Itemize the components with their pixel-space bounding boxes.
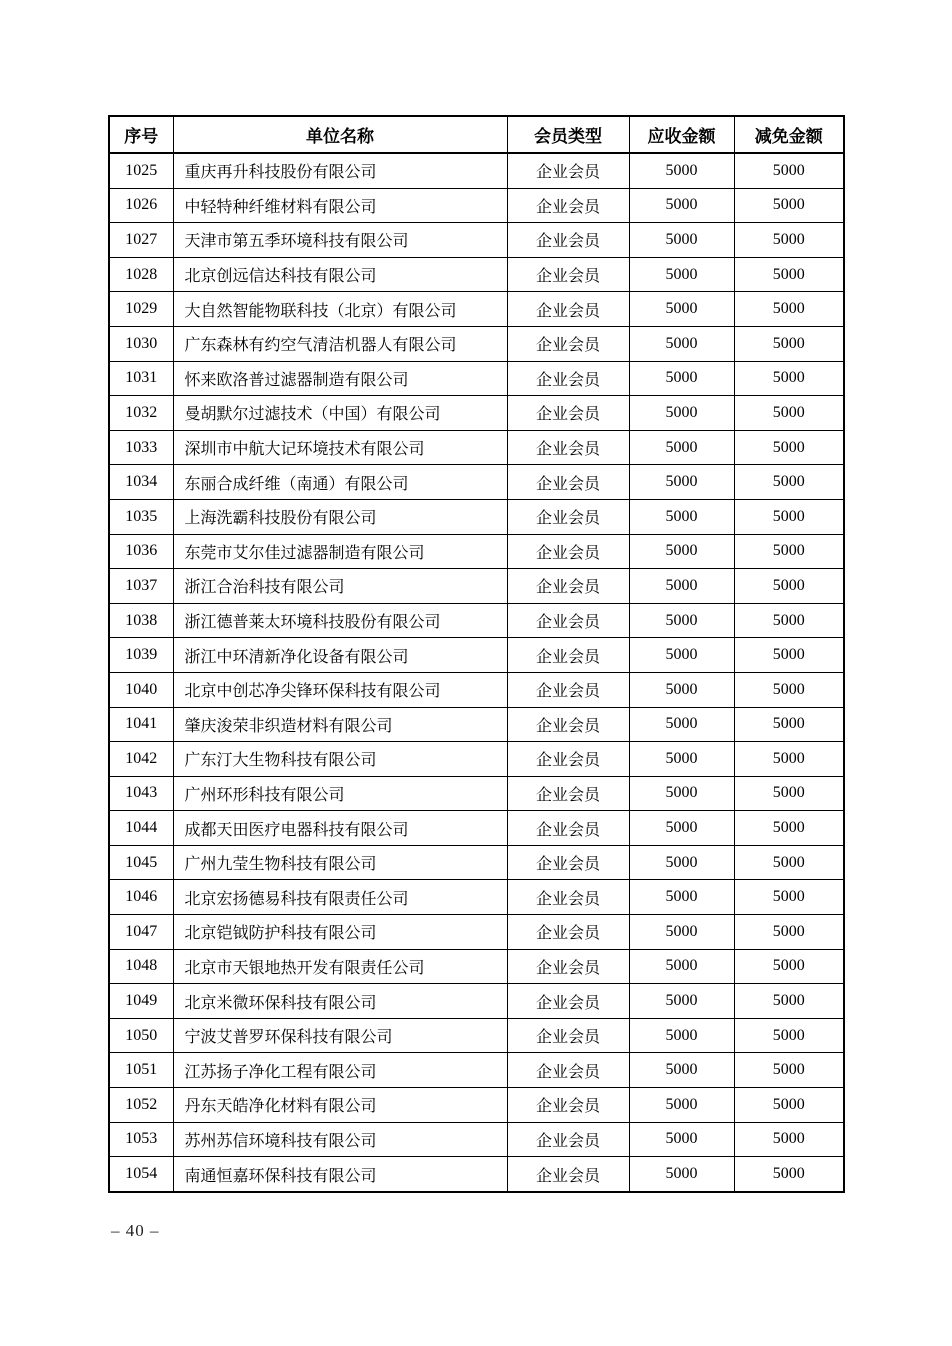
row-receivable-amount: 5000: [629, 707, 734, 742]
row-receivable-amount: 5000: [629, 223, 734, 258]
table-row: [109, 638, 844, 673]
row-reduction-amount: 5000: [734, 1122, 844, 1157]
row-reduction-amount: 5000: [734, 153, 844, 188]
header-receivable-amount: 应收金额: [629, 116, 734, 153]
row-serial-number: 1038: [109, 603, 173, 638]
row-company-name: 成都天田医疗电器科技有限公司: [173, 811, 507, 846]
page-number: – 40 –: [111, 1221, 160, 1240]
row-member-type: 企业会员: [507, 188, 629, 223]
row-member-type: 企业会员: [507, 499, 629, 534]
row-member-type: 企业会员: [507, 672, 629, 707]
row-serial-number: 1051: [109, 1053, 173, 1088]
table-row: [109, 257, 844, 292]
row-serial-number: 1041: [109, 707, 173, 742]
row-reduction-amount: 5000: [734, 569, 844, 604]
row-company-name: 浙江合治科技有限公司: [173, 569, 507, 604]
table-row: [109, 707, 844, 742]
row-serial-number: 1026: [109, 188, 173, 223]
table-body: [109, 153, 844, 1192]
row-member-type: 企业会员: [507, 603, 629, 638]
row-member-type: 企业会员: [507, 1088, 629, 1123]
row-company-name: 北京中创芯净尖锋环保科技有限公司: [173, 672, 507, 707]
row-serial-number: 1035: [109, 499, 173, 534]
row-serial-number: 1053: [109, 1122, 173, 1157]
row-reduction-amount: 5000: [734, 499, 844, 534]
row-serial-number: 1039: [109, 638, 173, 673]
row-reduction-amount: 5000: [734, 396, 844, 431]
row-company-name: 怀来欧洛普过滤器制造有限公司: [173, 361, 507, 396]
row-serial-number: 1030: [109, 326, 173, 361]
row-serial-number: 1033: [109, 430, 173, 465]
row-company-name: 广州九莹生物科技有限公司: [173, 845, 507, 880]
row-company-name: 东丽合成纤维（南通）有限公司: [173, 465, 507, 500]
row-company-name: 曼胡默尔过滤技术（中国）有限公司: [173, 396, 507, 431]
row-receivable-amount: 5000: [629, 326, 734, 361]
row-serial-number: 1043: [109, 776, 173, 811]
row-reduction-amount: 5000: [734, 534, 844, 569]
row-reduction-amount: 5000: [734, 880, 844, 915]
row-member-type: 企业会员: [507, 707, 629, 742]
row-serial-number: 1036: [109, 534, 173, 569]
row-member-type: 企业会员: [507, 1053, 629, 1088]
row-company-name: 北京宏扬德易科技有限责任公司: [173, 880, 507, 915]
row-reduction-amount: 5000: [734, 1157, 844, 1192]
row-receivable-amount: 5000: [629, 465, 734, 500]
row-serial-number: 1048: [109, 949, 173, 984]
row-reduction-amount: 5000: [734, 742, 844, 777]
row-company-name: 广东汀大生物科技有限公司: [173, 742, 507, 777]
row-receivable-amount: 5000: [629, 672, 734, 707]
row-receivable-amount: 5000: [629, 1018, 734, 1053]
table-row: [109, 1053, 844, 1088]
table-row: [109, 915, 844, 950]
row-receivable-amount: 5000: [629, 257, 734, 292]
row-reduction-amount: 5000: [734, 915, 844, 950]
header-reduction-amount: 减免金额: [734, 116, 844, 153]
row-member-type: 企业会员: [507, 430, 629, 465]
row-reduction-amount: 5000: [734, 1053, 844, 1088]
table-row: [109, 465, 844, 500]
row-member-type: 企业会员: [507, 949, 629, 984]
row-reduction-amount: 5000: [734, 188, 844, 223]
row-serial-number: 1040: [109, 672, 173, 707]
row-receivable-amount: 5000: [629, 1088, 734, 1123]
header-member-type: 会员类型: [507, 116, 629, 153]
row-reduction-amount: 5000: [734, 326, 844, 361]
table-header: [109, 116, 844, 153]
row-member-type: 企业会员: [507, 292, 629, 327]
table-row: [109, 430, 844, 465]
row-member-type: 企业会员: [507, 1157, 629, 1192]
row-company-name: 北京铠钺防护科技有限公司: [173, 915, 507, 950]
row-reduction-amount: 5000: [734, 845, 844, 880]
row-company-name: 重庆再升科技股份有限公司: [173, 153, 507, 188]
table-row: [109, 776, 844, 811]
table-row: [109, 223, 844, 258]
row-reduction-amount: 5000: [734, 292, 844, 327]
row-reduction-amount: 5000: [734, 984, 844, 1019]
row-member-type: 企业会员: [507, 534, 629, 569]
row-member-type: 企业会员: [507, 1122, 629, 1157]
row-company-name: 北京创远信达科技有限公司: [173, 257, 507, 292]
row-company-name: 浙江德普莱太环境科技股份有限公司: [173, 603, 507, 638]
row-company-name: 江苏扬子净化工程有限公司: [173, 1053, 507, 1088]
table-row: [109, 949, 844, 984]
row-reduction-amount: 5000: [734, 603, 844, 638]
row-receivable-amount: 5000: [629, 811, 734, 846]
row-reduction-amount: 5000: [734, 223, 844, 258]
row-member-type: 企业会员: [507, 742, 629, 777]
row-receivable-amount: 5000: [629, 603, 734, 638]
row-reduction-amount: 5000: [734, 465, 844, 500]
row-company-name: 天津市第五季环境科技有限公司: [173, 223, 507, 258]
table-row: [109, 361, 844, 396]
membership-fee-table: [108, 115, 845, 1193]
row-serial-number: 1045: [109, 845, 173, 880]
row-receivable-amount: 5000: [629, 430, 734, 465]
row-company-name: 深圳市中航大记环境技术有限公司: [173, 430, 507, 465]
row-member-type: 企业会员: [507, 223, 629, 258]
header-company-name: 单位名称: [173, 116, 507, 153]
row-serial-number: 1050: [109, 1018, 173, 1053]
row-member-type: 企业会员: [507, 915, 629, 950]
row-reduction-amount: 5000: [734, 361, 844, 396]
row-serial-number: 1034: [109, 465, 173, 500]
table-row: [109, 326, 844, 361]
row-receivable-amount: 5000: [629, 915, 734, 950]
row-member-type: 企业会员: [507, 361, 629, 396]
table-row: [109, 1122, 844, 1157]
table-row: [109, 742, 844, 777]
row-receivable-amount: 5000: [629, 638, 734, 673]
row-receivable-amount: 5000: [629, 845, 734, 880]
row-reduction-amount: 5000: [734, 672, 844, 707]
row-receivable-amount: 5000: [629, 949, 734, 984]
row-member-type: 企业会员: [507, 153, 629, 188]
row-receivable-amount: 5000: [629, 534, 734, 569]
table-header-row: [109, 116, 844, 153]
row-serial-number: 1046: [109, 880, 173, 915]
table-row: [109, 534, 844, 569]
row-reduction-amount: 5000: [734, 430, 844, 465]
row-serial-number: 1052: [109, 1088, 173, 1123]
row-member-type: 企业会员: [507, 465, 629, 500]
table-row: [109, 845, 844, 880]
row-company-name: 中轻特种纤维材料有限公司: [173, 188, 507, 223]
row-receivable-amount: 5000: [629, 361, 734, 396]
row-receivable-amount: 5000: [629, 776, 734, 811]
row-receivable-amount: 5000: [629, 984, 734, 1019]
row-member-type: 企业会员: [507, 845, 629, 880]
row-company-name: 广州环形科技有限公司: [173, 776, 507, 811]
row-company-name: 丹东天皓净化材料有限公司: [173, 1088, 507, 1123]
row-company-name: 大自然智能物联科技（北京）有限公司: [173, 292, 507, 327]
row-company-name: 北京米微环保科技有限公司: [173, 984, 507, 1019]
row-reduction-amount: 5000: [734, 776, 844, 811]
table-row: [109, 153, 844, 188]
row-receivable-amount: 5000: [629, 880, 734, 915]
table-row: [109, 188, 844, 223]
row-company-name: 肇庆浚荣非织造材料有限公司: [173, 707, 507, 742]
header-serial-number: 序号: [109, 116, 173, 153]
row-member-type: 企业会员: [507, 776, 629, 811]
row-company-name: 上海洗霸科技股份有限公司: [173, 499, 507, 534]
row-reduction-amount: 5000: [734, 949, 844, 984]
row-serial-number: 1028: [109, 257, 173, 292]
row-reduction-amount: 5000: [734, 811, 844, 846]
row-company-name: 宁波艾普罗环保科技有限公司: [173, 1018, 507, 1053]
row-company-name: 浙江中环清新净化设备有限公司: [173, 638, 507, 673]
table-row: [109, 292, 844, 327]
row-receivable-amount: 5000: [629, 153, 734, 188]
row-receivable-amount: 5000: [629, 396, 734, 431]
row-serial-number: 1042: [109, 742, 173, 777]
table-row: [109, 984, 844, 1019]
row-serial-number: 1027: [109, 223, 173, 258]
row-company-name: 苏州苏信环境科技有限公司: [173, 1122, 507, 1157]
row-reduction-amount: 5000: [734, 257, 844, 292]
table-row: [109, 880, 844, 915]
row-serial-number: 1047: [109, 915, 173, 950]
row-serial-number: 1049: [109, 984, 173, 1019]
row-company-name: 东莞市艾尔佳过滤器制造有限公司: [173, 534, 507, 569]
table-row: [109, 672, 844, 707]
row-member-type: 企业会员: [507, 396, 629, 431]
row-receivable-amount: 5000: [629, 1157, 734, 1192]
row-member-type: 企业会员: [507, 326, 629, 361]
row-serial-number: 1031: [109, 361, 173, 396]
row-receivable-amount: 5000: [629, 188, 734, 223]
row-receivable-amount: 5000: [629, 1053, 734, 1088]
row-reduction-amount: 5000: [734, 1088, 844, 1123]
table-row: [109, 603, 844, 638]
row-receivable-amount: 5000: [629, 499, 734, 534]
row-member-type: 企业会员: [507, 638, 629, 673]
row-serial-number: 1032: [109, 396, 173, 431]
table-row: [109, 1018, 844, 1053]
table-row: [109, 569, 844, 604]
row-serial-number: 1044: [109, 811, 173, 846]
row-member-type: 企业会员: [507, 257, 629, 292]
row-serial-number: 1025: [109, 153, 173, 188]
table-row: [109, 1088, 844, 1123]
row-company-name: 北京市天银地热开发有限责任公司: [173, 949, 507, 984]
row-receivable-amount: 5000: [629, 292, 734, 327]
row-company-name: 南通恒嘉环保科技有限公司: [173, 1157, 507, 1192]
row-receivable-amount: 5000: [629, 742, 734, 777]
row-serial-number: 1037: [109, 569, 173, 604]
row-receivable-amount: 5000: [629, 1122, 734, 1157]
row-receivable-amount: 5000: [629, 569, 734, 604]
row-member-type: 企业会员: [507, 984, 629, 1019]
row-serial-number: 1029: [109, 292, 173, 327]
table-row: [109, 396, 844, 431]
row-serial-number: 1054: [109, 1157, 173, 1192]
row-reduction-amount: 5000: [734, 1018, 844, 1053]
table-row: [109, 1157, 844, 1192]
row-member-type: 企业会员: [507, 1018, 629, 1053]
row-member-type: 企业会员: [507, 880, 629, 915]
table-row: [109, 811, 844, 846]
row-member-type: 企业会员: [507, 569, 629, 604]
table-row: [109, 499, 844, 534]
row-reduction-amount: 5000: [734, 707, 844, 742]
row-company-name: 广东森林有约空气清洁机器人有限公司: [173, 326, 507, 361]
row-reduction-amount: 5000: [734, 638, 844, 673]
row-member-type: 企业会员: [507, 811, 629, 846]
